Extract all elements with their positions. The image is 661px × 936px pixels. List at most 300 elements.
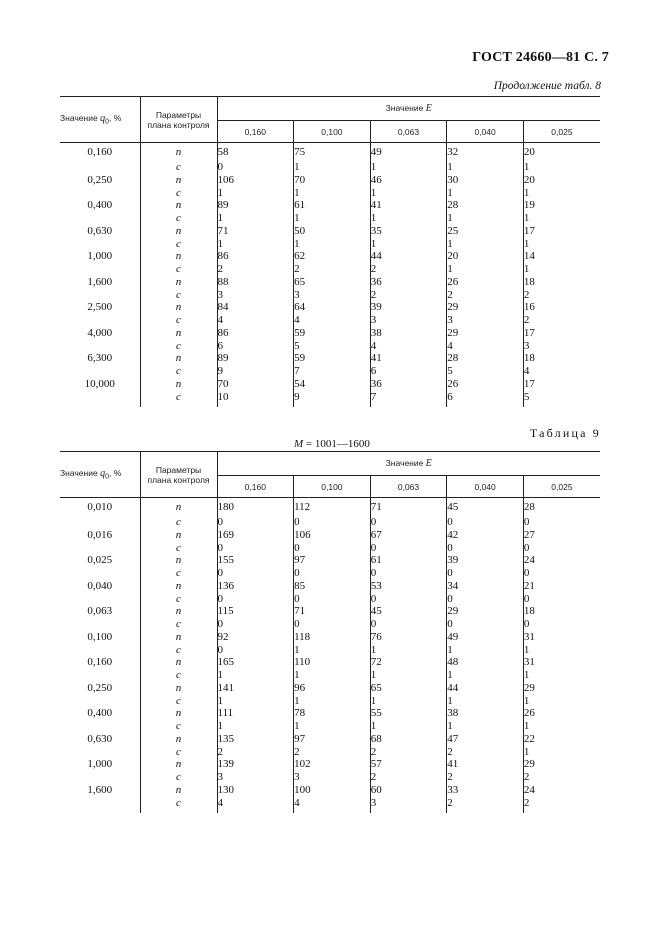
value-cell: 75	[294, 143, 371, 162]
value-cell: 1	[294, 720, 371, 733]
q0-value-cell	[60, 289, 140, 302]
e-column-header: 0,040	[447, 476, 524, 498]
table-row	[60, 580, 600, 593]
value-cell: 70	[217, 378, 294, 391]
value-cell: 44	[370, 250, 447, 263]
q0-value-cell	[60, 212, 140, 225]
plan-param-cell: n	[140, 758, 217, 771]
value-cell: 165	[217, 656, 294, 669]
value-cell: 0	[370, 516, 447, 529]
value-cell: 17	[523, 224, 535, 237]
value-cell: 29	[523, 758, 535, 771]
value-cell: 2	[447, 289, 524, 302]
value-cell: 2	[523, 288, 530, 301]
plan-param-cell: n	[140, 580, 217, 593]
plan-param-cell: c	[140, 567, 217, 580]
table-row	[60, 746, 600, 759]
value-cell: 0	[294, 567, 371, 580]
q0-value-cell: 0,400	[60, 707, 140, 720]
table-row	[60, 365, 600, 378]
value-cell: 0	[294, 516, 371, 529]
value-cell: 1	[370, 669, 447, 682]
value-cell: 1	[217, 238, 294, 251]
plan-params-header	[140, 97, 217, 143]
value-cell: 1	[294, 669, 371, 682]
value-cell: 1	[447, 263, 524, 276]
table-row	[60, 391, 600, 407]
value-cell: 136	[217, 580, 294, 593]
q0-value-cell: 0,010	[60, 498, 140, 517]
value-cell: 2	[523, 796, 530, 809]
table9	[60, 451, 600, 813]
value-cell: 1	[523, 694, 530, 707]
value-cell: 0	[217, 593, 294, 606]
value-cell: 28	[523, 501, 535, 513]
value-cell: 1	[370, 187, 447, 200]
q0-value-cell: 0,040	[60, 580, 140, 593]
value-cell: 0	[447, 567, 524, 580]
plan-param-cell: n	[140, 784, 217, 797]
value-cell: 0	[294, 618, 371, 631]
value-cell: 1	[447, 161, 524, 174]
value-cell: 4	[217, 797, 294, 813]
value-cell: 32	[447, 143, 524, 162]
plan-param-cell: n	[140, 378, 217, 391]
table-row	[60, 250, 600, 263]
value-cell: 5	[294, 340, 371, 353]
q0-value-cell	[60, 797, 140, 813]
plan-param-cell: c	[140, 340, 217, 353]
e-column-header: 0,063	[370, 476, 447, 498]
value-cell: 6	[370, 365, 447, 378]
value-cell: 86	[217, 327, 294, 340]
value-cell: 17	[523, 377, 535, 390]
plan-param-cell: n	[140, 605, 217, 618]
value-cell: 141	[217, 682, 294, 695]
value-cell: 62	[294, 250, 371, 263]
value-cell: 0	[370, 593, 447, 606]
value-cell: 70	[294, 174, 371, 187]
plan-param-cell: c	[140, 289, 217, 302]
table-row	[60, 187, 600, 200]
value-cell: 17	[523, 326, 535, 339]
table-row	[60, 529, 600, 542]
plan-param-cell: c	[140, 669, 217, 682]
value-cell: 3	[217, 289, 294, 302]
value-cell: 3	[370, 797, 447, 813]
value-cell: 21	[523, 579, 535, 592]
value-cell: 9	[217, 365, 294, 378]
q0-value-cell: 2,500	[60, 301, 140, 314]
value-cell: 7	[370, 391, 447, 407]
value-cell: 1	[523, 720, 530, 732]
value-cell: 67	[370, 529, 447, 542]
value-cell: 1	[370, 238, 447, 251]
value-cell: 7	[294, 365, 371, 378]
value-cell: 1	[217, 720, 294, 733]
q0-value-cell: 0,250	[60, 174, 140, 187]
table-row	[60, 212, 600, 225]
e-column-header: 0,100	[294, 121, 371, 143]
value-cell: 0	[294, 542, 371, 555]
value-cell: 1	[447, 669, 524, 682]
e-column-header: 0,025	[523, 121, 600, 143]
table-row	[60, 644, 600, 657]
value-cell: 0	[523, 516, 530, 528]
table-row	[60, 656, 600, 669]
e-column-header: 0,025	[523, 476, 600, 498]
value-cell: 0	[447, 516, 524, 529]
value-cell: 97	[294, 733, 371, 746]
value-cell: 1	[217, 695, 294, 708]
q0-value-cell	[60, 746, 140, 759]
value-cell: 1	[294, 695, 371, 708]
value-cell: 59	[294, 352, 371, 365]
table9-header-row	[60, 452, 600, 476]
table9-condition-var: M	[294, 438, 304, 450]
value-cell: 18	[523, 352, 535, 365]
q0-header-label: Значение	[60, 113, 101, 124]
q0-header	[60, 97, 140, 143]
table-row	[60, 631, 600, 644]
value-cell: 31	[523, 656, 535, 669]
e-value-header	[217, 97, 600, 121]
value-cell: 2	[370, 263, 447, 276]
q0-value-cell: 0,025	[60, 554, 140, 567]
plan-param-cell: c	[140, 365, 217, 378]
value-cell: 14	[523, 250, 535, 263]
value-cell: 25	[447, 225, 524, 238]
value-cell: 18	[523, 605, 535, 618]
value-cell: 4	[370, 340, 447, 353]
value-cell: 2	[370, 746, 447, 759]
plan-param-cell: n	[140, 199, 217, 212]
plan-param-cell: c	[140, 797, 217, 813]
q0-value-cell	[60, 187, 140, 200]
e-value-header	[217, 452, 600, 476]
value-cell: 2	[294, 746, 371, 759]
value-cell: 3	[370, 314, 447, 327]
value-cell: 3	[294, 771, 371, 784]
table-row	[60, 327, 600, 340]
q0-header-var: q	[100, 113, 106, 125]
q0-header-var: q	[100, 468, 106, 480]
table-row	[60, 199, 600, 212]
q0-value-cell	[60, 542, 140, 555]
value-cell: 1	[447, 238, 524, 251]
q0-value-cell	[60, 516, 140, 529]
plan-param-cell: c	[140, 593, 217, 606]
q0-value-cell: 0,063	[60, 605, 140, 618]
value-cell: 28	[447, 352, 524, 365]
table-row	[60, 161, 600, 174]
plan-param-cell: c	[140, 720, 217, 733]
value-cell: 0	[217, 161, 294, 174]
q0-value-cell	[60, 161, 140, 174]
value-cell: 29	[447, 605, 524, 618]
value-cell: 39	[447, 554, 524, 567]
q0-value-cell: 0,630	[60, 733, 140, 746]
e-header-label: Значение	[385, 458, 426, 468]
value-cell: 9	[294, 391, 371, 407]
value-cell: 110	[294, 656, 371, 669]
e-header-label: Значение	[385, 103, 426, 113]
table-row	[60, 542, 600, 555]
e-header-var: E	[425, 103, 432, 114]
value-cell: 106	[294, 529, 371, 542]
value-cell: 1	[370, 644, 447, 657]
value-cell: 10	[217, 391, 294, 407]
value-cell: 38	[447, 707, 524, 720]
plan-param-cell: c	[140, 695, 217, 708]
table-row	[60, 669, 600, 682]
value-cell: 18	[523, 275, 535, 288]
value-cell: 1	[217, 187, 294, 200]
value-cell: 50	[294, 225, 371, 238]
plan-param-cell: c	[140, 516, 217, 529]
value-cell: 115	[217, 605, 294, 618]
value-cell: 39	[370, 301, 447, 314]
plan-params-line2: плана контроля	[147, 119, 210, 130]
value-cell: 1	[294, 644, 371, 657]
value-cell: 24	[523, 554, 535, 567]
q0-header	[60, 452, 140, 498]
value-cell: 68	[370, 733, 447, 746]
q0-value-cell	[60, 263, 140, 276]
value-cell: 118	[294, 631, 371, 644]
value-cell: 1	[523, 237, 530, 250]
value-cell: 65	[370, 682, 447, 695]
plan-param-cell: n	[140, 352, 217, 365]
value-cell: 1	[523, 186, 530, 199]
table-row	[60, 605, 600, 618]
value-cell: 45	[370, 605, 447, 618]
q0-value-cell	[60, 238, 140, 251]
table-row	[60, 784, 600, 797]
q0-value-cell: 4,000	[60, 327, 140, 340]
value-cell: 1	[447, 720, 524, 733]
value-cell: 89	[217, 199, 294, 212]
value-cell: 27	[523, 528, 535, 541]
plan-param-cell: n	[140, 529, 217, 542]
q0-value-cell: 10,000	[60, 378, 140, 391]
table-row	[60, 352, 600, 365]
value-cell: 61	[294, 199, 371, 212]
value-cell: 180	[217, 498, 294, 517]
value-cell: 2	[294, 263, 371, 276]
value-cell: 130	[217, 784, 294, 797]
plan-param-cell: c	[140, 263, 217, 276]
value-cell: 49	[370, 143, 447, 162]
value-cell: 36	[370, 276, 447, 289]
plan-param-cell: n	[140, 656, 217, 669]
value-cell: 112	[294, 498, 371, 517]
q0-value-cell	[60, 669, 140, 682]
e-column-header: 0,063	[370, 121, 447, 143]
value-cell: 38	[370, 327, 447, 340]
value-cell: 1	[523, 669, 530, 681]
table9-condition	[294, 438, 370, 450]
plan-param-cell: n	[140, 682, 217, 695]
value-cell: 5	[447, 365, 524, 378]
value-cell: 89	[217, 352, 294, 365]
value-cell: 2	[523, 771, 530, 783]
value-cell: 3	[447, 314, 524, 327]
q0-value-cell: 0,400	[60, 199, 140, 212]
q0-header-unit: , %	[108, 113, 122, 124]
plan-param-cell: n	[140, 250, 217, 263]
value-cell: 1	[523, 161, 530, 173]
q0-value-cell	[60, 771, 140, 784]
value-cell: 0	[523, 541, 530, 554]
value-cell: 61	[370, 554, 447, 567]
value-cell: 48	[447, 656, 524, 669]
value-cell: 47	[447, 733, 524, 746]
value-cell: 1	[294, 161, 371, 174]
value-cell: 0	[370, 542, 447, 555]
plan-param-cell: c	[140, 644, 217, 657]
q0-value-cell	[60, 340, 140, 353]
e-header-var: E	[425, 458, 432, 469]
value-cell: 19	[523, 199, 535, 212]
value-cell: 92	[217, 631, 294, 644]
value-cell: 0	[447, 593, 524, 606]
value-cell: 4	[217, 314, 294, 327]
value-cell: 0	[523, 618, 530, 630]
table-row	[60, 554, 600, 567]
value-cell: 1	[370, 161, 447, 174]
plan-param-cell: n	[140, 707, 217, 720]
value-cell: 0	[370, 567, 447, 580]
value-cell: 29	[447, 301, 524, 314]
table-row	[60, 695, 600, 708]
plan-param-cell: c	[140, 238, 217, 251]
value-cell: 6	[447, 391, 524, 407]
value-cell: 0	[217, 516, 294, 529]
value-cell: 3	[217, 771, 294, 784]
value-cell: 54	[294, 378, 371, 391]
value-cell: 76	[370, 631, 447, 644]
value-cell: 45	[447, 498, 524, 517]
plan-param-cell: n	[140, 143, 217, 162]
value-cell: 1	[447, 212, 524, 225]
value-cell: 4	[447, 340, 524, 353]
value-cell: 1	[523, 212, 530, 224]
value-cell: 2	[217, 746, 294, 759]
value-cell: 29	[523, 681, 535, 694]
q0-value-cell: 0,630	[60, 225, 140, 238]
value-cell: 2	[447, 797, 524, 813]
value-cell: 26	[447, 378, 524, 391]
q0-value-cell: 0,160	[60, 143, 140, 162]
value-cell: 41	[370, 352, 447, 365]
value-cell: 53	[370, 580, 447, 593]
value-cell: 1	[217, 669, 294, 682]
value-cell: 41	[447, 758, 524, 771]
value-cell: 139	[217, 758, 294, 771]
value-cell: 42	[447, 529, 524, 542]
value-cell: 0	[217, 567, 294, 580]
value-cell: 28	[447, 199, 524, 212]
plan-param-cell: n	[140, 174, 217, 187]
value-cell: 71	[294, 605, 371, 618]
value-cell: 4	[523, 365, 530, 377]
value-cell: 2	[447, 771, 524, 784]
value-cell: 34	[447, 580, 524, 593]
plan-param-cell: c	[140, 746, 217, 759]
value-cell: 44	[447, 682, 524, 695]
value-cell: 29	[447, 327, 524, 340]
value-cell: 4	[294, 797, 371, 813]
plan-param-cell: c	[140, 771, 217, 784]
plan-params-line1: Параметры	[155, 464, 202, 475]
value-cell: 111	[217, 707, 294, 720]
table-row	[60, 567, 600, 580]
plan-params-header	[140, 452, 217, 498]
q0-value-cell: 0,250	[60, 682, 140, 695]
value-cell: 0	[217, 542, 294, 555]
value-cell: 2	[523, 314, 530, 326]
value-cell: 97	[294, 554, 371, 567]
q0-header-sub: 0	[105, 118, 109, 126]
q0-value-cell	[60, 644, 140, 657]
table8-header-row	[60, 97, 600, 121]
value-cell: 3	[294, 289, 371, 302]
value-cell: 55	[370, 707, 447, 720]
value-cell: 36	[370, 378, 447, 391]
table8-continuation-label: Продолжение табл. 8	[493, 80, 601, 92]
plan-param-cell: c	[140, 187, 217, 200]
value-cell: 2	[447, 746, 524, 759]
table-row	[60, 378, 600, 391]
value-cell: 0	[217, 618, 294, 631]
value-cell: 20	[523, 146, 535, 158]
value-cell: 78	[294, 707, 371, 720]
value-cell: 2	[217, 263, 294, 276]
q0-value-cell: 1,000	[60, 250, 140, 263]
value-cell: 35	[370, 225, 447, 238]
value-cell: 0	[217, 644, 294, 657]
value-cell: 135	[217, 733, 294, 746]
value-cell: 72	[370, 656, 447, 669]
q0-header-sub: 0	[105, 473, 109, 481]
value-cell: 1	[370, 212, 447, 225]
value-cell: 0	[370, 618, 447, 631]
plan-param-cell: n	[140, 301, 217, 314]
table-row	[60, 593, 600, 606]
value-cell: 169	[217, 529, 294, 542]
e-column-header: 0,160	[217, 121, 294, 143]
value-cell: 1	[370, 720, 447, 733]
value-cell: 1	[294, 187, 371, 200]
table9-condition-range: = 1001—1600	[303, 438, 370, 450]
value-cell: 49	[447, 631, 524, 644]
value-cell: 102	[294, 758, 371, 771]
plan-param-cell: c	[140, 542, 217, 555]
value-cell: 30	[447, 174, 524, 187]
value-cell: 1	[447, 644, 524, 657]
table9-caption: Таблица 9	[529, 426, 601, 440]
plan-param-cell: n	[140, 225, 217, 238]
q0-value-cell: 1,600	[60, 784, 140, 797]
value-cell: 2	[370, 289, 447, 302]
plan-param-cell: c	[140, 618, 217, 631]
value-cell: 3	[523, 339, 530, 352]
table-row	[60, 174, 600, 187]
plan-param-cell: n	[140, 733, 217, 746]
value-cell: 0	[447, 542, 524, 555]
plan-param-cell: c	[140, 314, 217, 327]
